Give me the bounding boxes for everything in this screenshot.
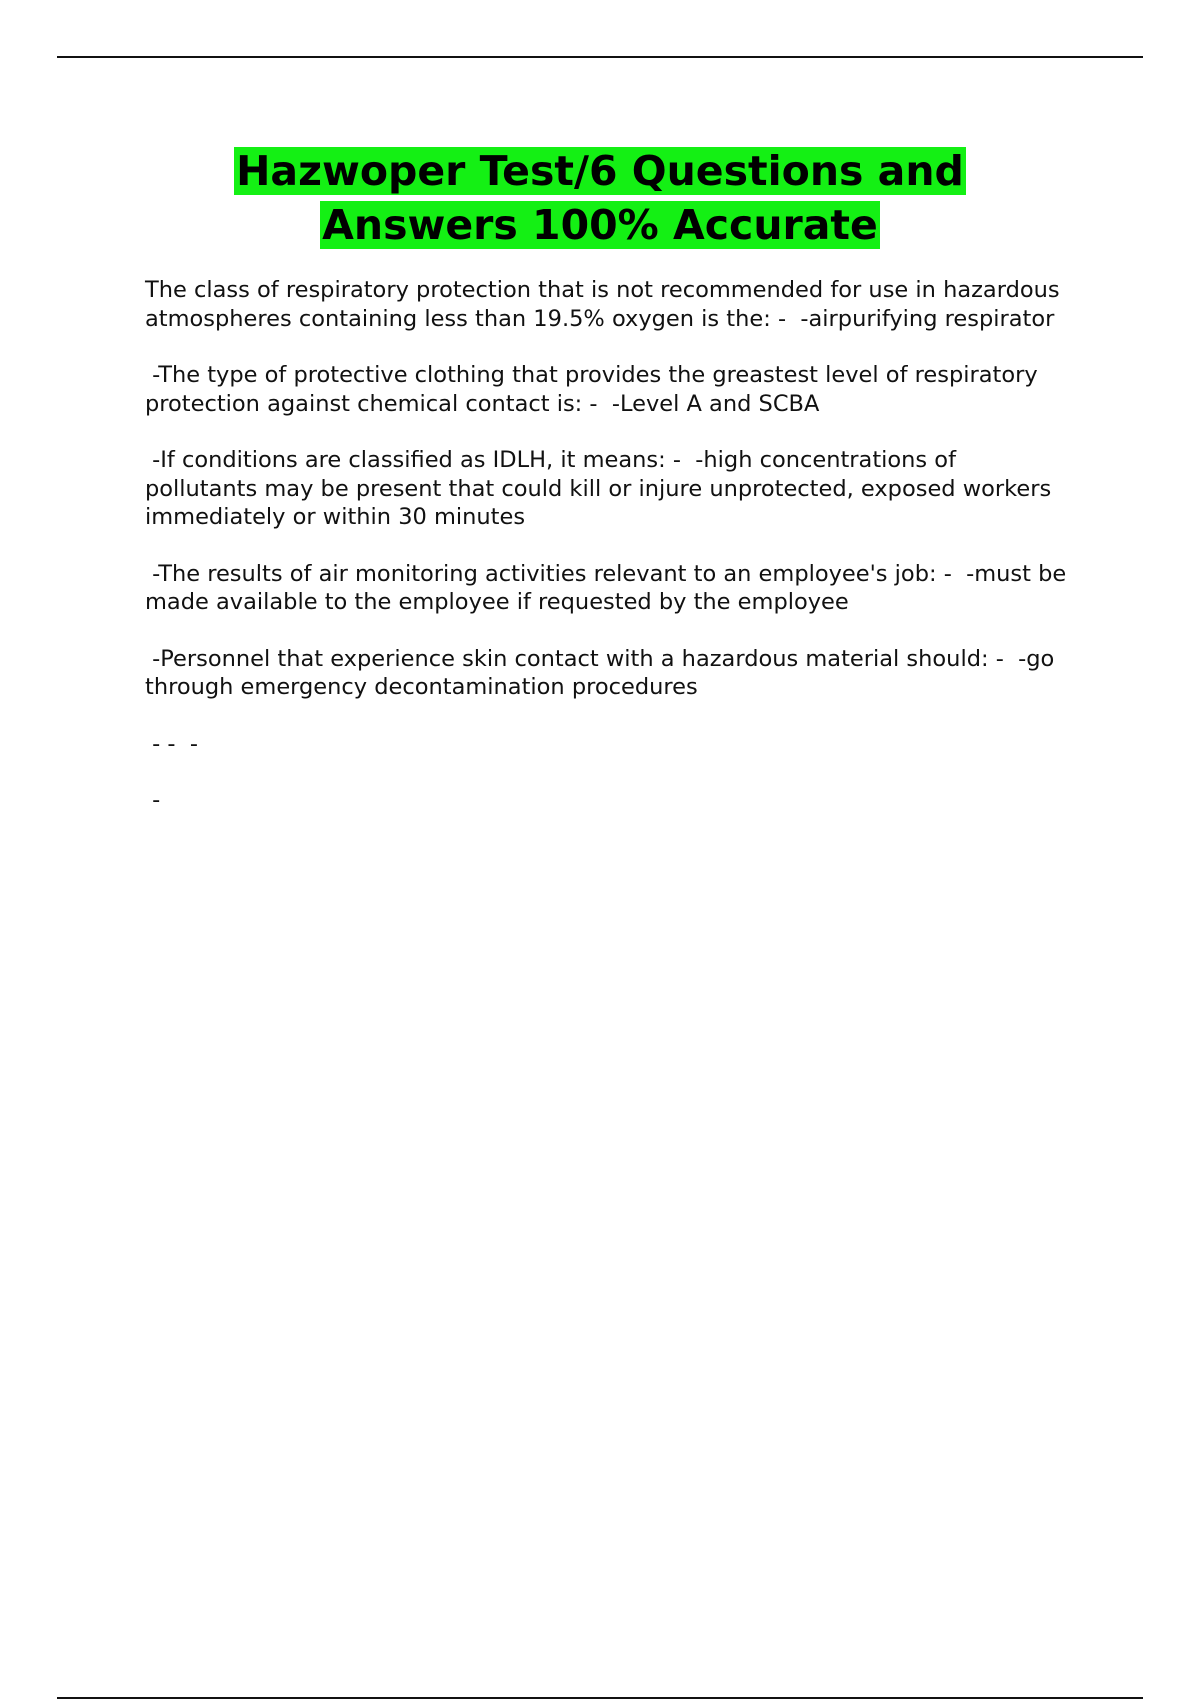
qa-item-5: -Personnel that experience skin contact with a hazardous material should: - -go through emergency decontamination procedures (145, 645, 1062, 700)
document-title-line-1: Hazwoper Test/6 Questions and (236, 147, 964, 195)
qa-item-6: - - - (145, 730, 198, 757)
document-title (100, 144, 1100, 252)
qa-item-7: - (145, 787, 161, 813)
document-title-line-2: Answers 100% Accurate (322, 201, 878, 249)
qa-item-3: -If conditions are classified as IDLH, it means: - -high concentrations of pollutants may be present that could kill or injure unprotected, exposed workers immediately or within 30 minutes (145, 447, 1059, 530)
qa-item-2: -The type of protective clothing that provides the greastest level of respiratory protection against chemical contact is: - -Level A and SCBA (145, 362, 1045, 417)
document-body (145, 276, 1075, 843)
qa-item-4: -The results of air monitoring activities relevant to an employee's job: - -must be made available to the employee if requested by the employee (145, 560, 1074, 615)
footer-rule (57, 1697, 1143, 1699)
qa-item-1: The class of respiratory protection that is not recommended for use in hazardous atmospheres containing less than 19.5% oxygen is the: - -airpurifying respirator (145, 277, 1067, 332)
header-rule (57, 56, 1143, 58)
